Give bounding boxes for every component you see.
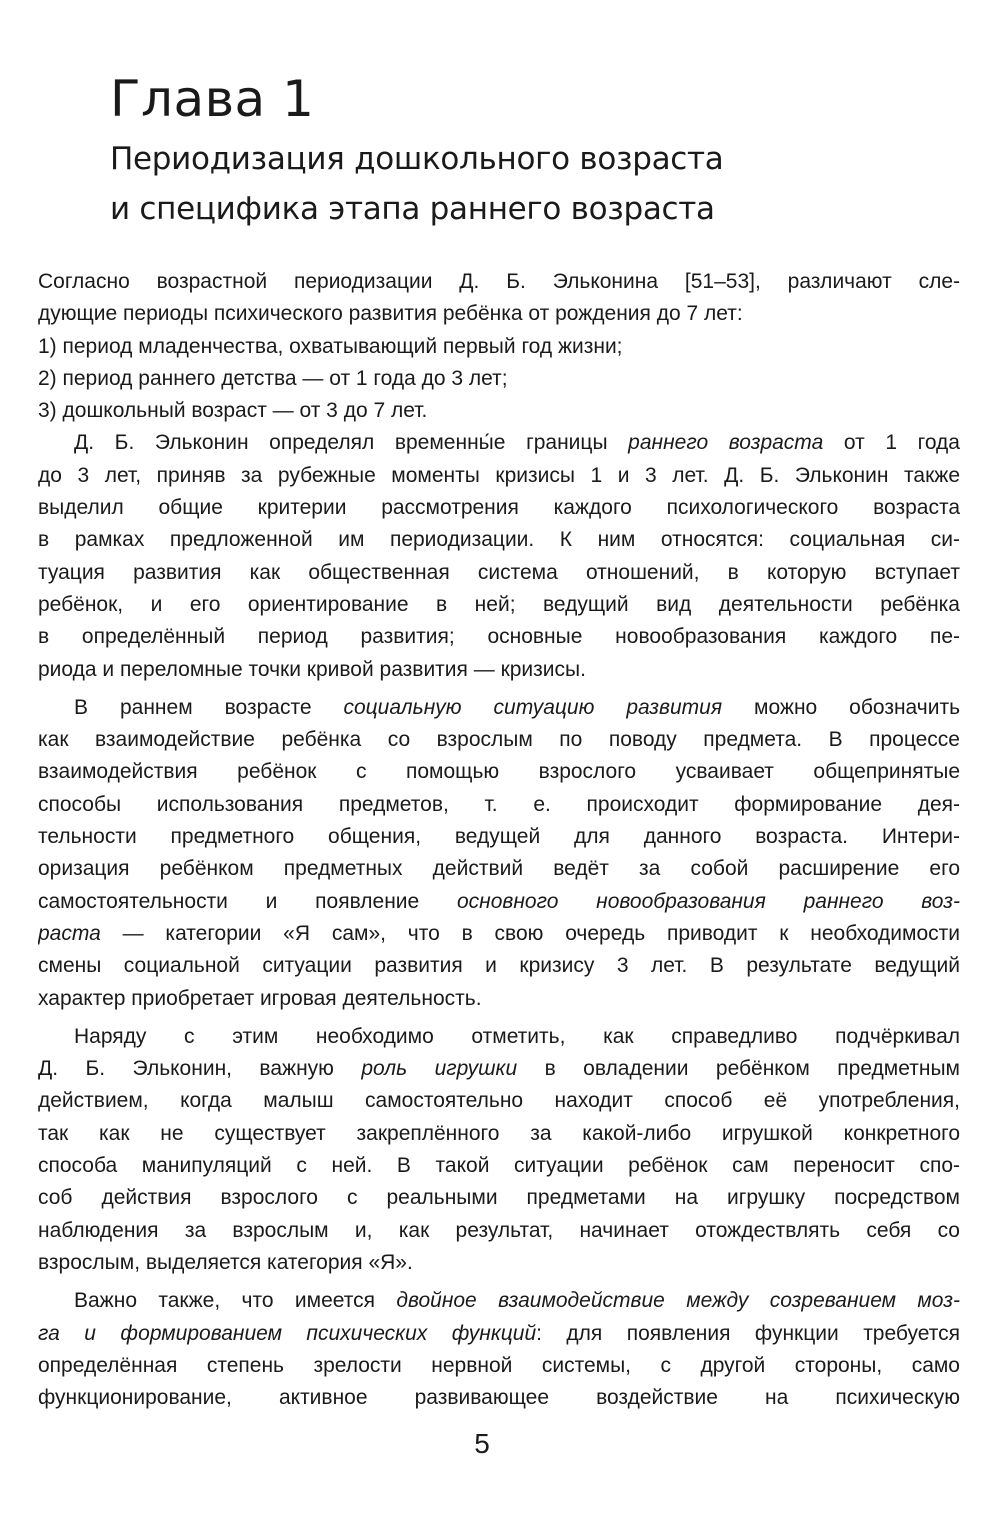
list-item: 2) период раннего детства — от 1 года до 3 лет; xyxy=(38,366,508,390)
text-line: в рамках предложенной им периодизации. К ним относятся: социальная си- xyxy=(38,528,960,552)
text-line: Д. Б. Эльконин определял временны́е границы раннего возраста от 1 года xyxy=(74,431,960,455)
text-line: ребёнок, и его ориентирование в ней; ведущий вид деятельности ребёнка xyxy=(38,592,960,616)
text-line: как взаимодействие ребёнка со взрослым по поводу предмета. В процессе xyxy=(38,728,960,752)
text-line: соб действия взрослого с реальными предметами на игрушку посредством xyxy=(38,1186,960,1210)
text-line: способа манипуляций с ней. В такой ситуации ребёнок сам переносит спо- xyxy=(38,1154,960,1178)
chapter-title-line: Периодизация дошкольного возраста xyxy=(110,141,724,177)
text-line: Наряду с этим необходимо отметить, как справедливо подчёркивал xyxy=(74,1024,960,1048)
text-line: характер приобретает игровая деятельность. xyxy=(38,986,482,1010)
text-line: взрослым, выделяется категория «Я». xyxy=(38,1250,413,1274)
chapter-number: Глава 1 xyxy=(110,70,315,128)
text-line: В раннем возрасте социальную ситуацию развития можно обозначить xyxy=(74,695,960,719)
text-line: функционирование, активное развивающее воздействие на психическую xyxy=(38,1386,960,1410)
text-line: Д. Б. Эльконин, важную роль игрушки в овладении ребёнком предметным xyxy=(38,1057,960,1081)
text-line: наблюдения за взрослым и, как результат, начинает отождествлять себя со xyxy=(38,1218,960,1242)
text-line: смены социальной ситуации развития и кризису 3 лет. В результате ведущий xyxy=(38,954,960,978)
text-line: самостоятельности и появление основного новообразования раннего воз- xyxy=(38,889,960,913)
text-line: так как не существует закреплённого за какой-либо игрушкой конкретного xyxy=(38,1121,960,1145)
text-line: Согласно возрастной периодизации Д. Б. Эльконина [51–53], различают сле- xyxy=(38,270,960,293)
text-line: взаимодействия ребёнок с помощью взрослого усваивает общепринятые xyxy=(38,760,960,784)
text-line: га и формированием психических функций: для появления функции требуется xyxy=(38,1321,960,1345)
chapter-title-line: и специфика этапа раннего возраста xyxy=(110,191,715,227)
text-line: способы использования предметов, т. е. происходит формирование дея- xyxy=(38,792,960,816)
text-line: оризация ребёнком предметных действий ведёт за собой расширение его xyxy=(38,857,960,881)
text-line: туация развития как общественная система отношений, в которую вступает xyxy=(38,560,960,584)
text-line: до 3 лет, приняв за рубежные моменты кризисы 1 и 3 лет. Д. Б. Эльконин также xyxy=(38,463,960,487)
text-line: риода и переломные точки кривой развития — кризисы. xyxy=(38,657,586,681)
text-line: Важно также, что имеется двойное взаимодействие между созреванием моз- xyxy=(74,1289,960,1313)
page-number: 5 xyxy=(474,1428,490,1459)
text-line: тельности предметного общения, ведущей для данного возраста. Интери- xyxy=(38,825,960,849)
text-line: в определённый период развития; основные новообразования каждого пе- xyxy=(38,625,960,649)
body-text xyxy=(38,266,960,1414)
chapter-title xyxy=(110,134,723,234)
text-line: выделил общие критерии рассмотрения каждого психологического возраста xyxy=(38,496,960,520)
text-line: раста — категории «Я сам», что в свою очередь приводит к необходимости xyxy=(38,921,960,945)
text-line: дующие периоды психического развития ребёнка от рождения до 7 лет: xyxy=(38,302,743,326)
text-line: действием, когда малыш самостоятельно находит способ её употребления, xyxy=(38,1089,960,1113)
list-item: 1) период младенчества, охватывающий первый год жизни; xyxy=(38,334,623,358)
list-item: 3) дошкольный возраст — от 3 до 7 лет. xyxy=(38,399,428,423)
text-line: определённая степень зрелости нервной системы, с другой стороны, само xyxy=(38,1353,960,1377)
